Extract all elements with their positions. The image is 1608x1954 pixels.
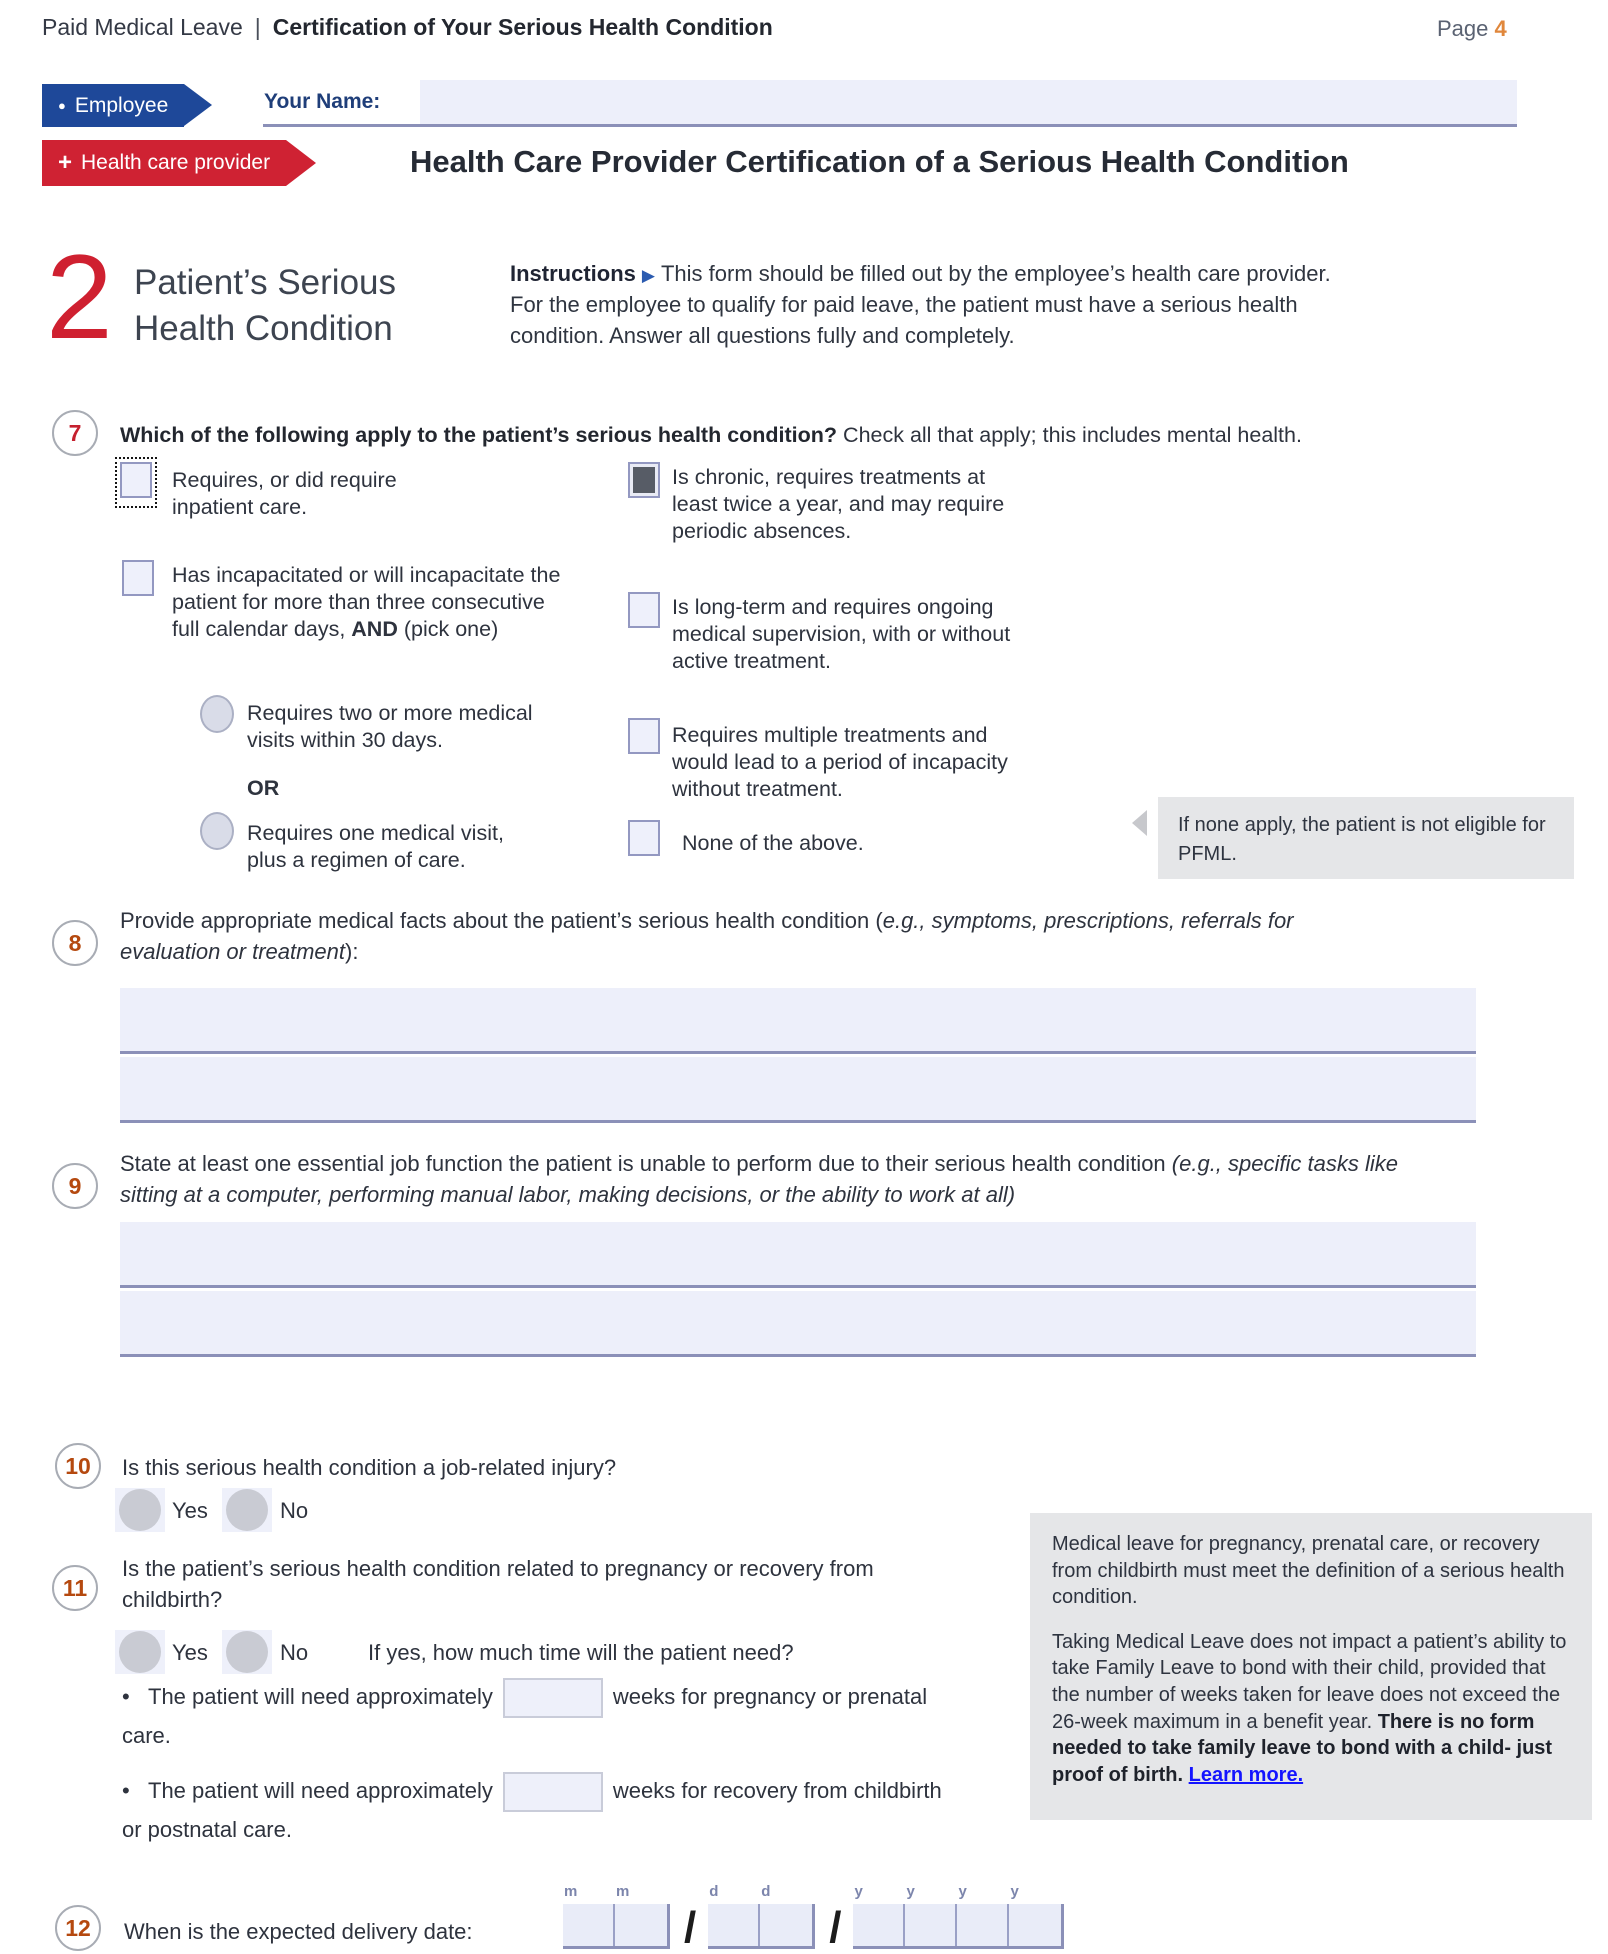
delivery-date-month-group: [563, 1883, 670, 1949]
form-name: Paid Medical Leave: [42, 14, 243, 40]
weeks-recovery-input[interactable]: [503, 1772, 603, 1812]
label-one-visit-regimen: Requires one medical visit, plus a regimen of care.: [247, 821, 504, 873]
question-8-pre: Provide appropriate medical facts about the patient’s serious health condition (: [120, 908, 883, 933]
question-8-number: 8: [68, 929, 82, 956]
question-11-badge: [52, 1565, 98, 1611]
question-12-number: 12: [65, 1914, 91, 1941]
pregnancy-note-paragraph-2: [1052, 1629, 1570, 1789]
radio-q11-yes-ball: [119, 1631, 161, 1673]
instructions-label: Instructions: [510, 261, 636, 286]
bullet2-post: weeks for recovery from childbirth or postnatal care.: [122, 1777, 942, 1842]
radio-q10-yes[interactable]: [115, 1488, 165, 1532]
pregnancy-note-paragraph-1: Medical leave for pregnancy, prenatal care, or recovery from childbirth must meet the definition of a serious health condition.: [1052, 1533, 1565, 1609]
label-long-term: Is long-term and requires ongoing medical supervision, with or without active treatment.: [672, 595, 1011, 674]
question-8-example: e.g., symptoms, prescriptions, referrals for evaluation or treatment: [120, 908, 1294, 965]
label-incapacitated-post: (pick one): [397, 617, 499, 642]
q9-answer-line-2[interactable]: [120, 1291, 1476, 1357]
provider-banner-label: Health care provider: [81, 151, 271, 174]
label-q10-no: No: [280, 1498, 309, 1523]
date-letter-y2: y: [906, 1883, 915, 1900]
question-12-badge: [55, 1905, 101, 1951]
provider-banner: [42, 140, 286, 186]
instructions-text: This form should be filled out by the employee’s health care provider. For the employee to qualify for paid leave, the patient must have a serious health condition. Answer all questions fully and completely.: [510, 261, 1331, 349]
question-12-text: When is the expected delivery date:: [124, 1919, 473, 1944]
weeks-pregnancy-input[interactable]: [503, 1678, 603, 1718]
question-9-example: (e.g., specific tasks like sitting at a computer, performing manual labor, making decisions, or the ability to work at all): [120, 1151, 1398, 1208]
radio-one-visit-regimen[interactable]: [200, 812, 234, 850]
question-7-text: [120, 420, 1590, 451]
question-10-badge: [55, 1443, 101, 1489]
radio-q10-no[interactable]: [222, 1488, 272, 1532]
label-inpatient-care: Requires, or did require inpatient care.: [172, 468, 397, 520]
bullet1-pre: The patient will need approximately: [148, 1683, 493, 1709]
bullet-icon: •: [122, 1683, 130, 1709]
question-8-text: [120, 905, 1335, 967]
date-slash-1: /: [684, 1903, 697, 1952]
question-9-pre: State at least one essential job function the patient is unable to perform due to their serious health condition: [120, 1151, 1172, 1176]
delivery-date-day-group: [708, 1883, 815, 1949]
instructions-arrow-icon: ▶: [641, 266, 655, 285]
section-number: 2: [46, 230, 113, 364]
question-11-followup: If yes, how much time will the patient need?: [368, 1640, 794, 1665]
date-cell-month-1[interactable]: [563, 1883, 615, 1946]
label-none-of-above: None of the above.: [682, 831, 864, 855]
date-letter-m1: m: [564, 1883, 578, 1900]
date-letter-m2: m: [616, 1883, 630, 1900]
label-incapacitated-pre: Has incapacitated or will incapacitate the patient for more than three consecutive full calendar days,: [172, 563, 561, 642]
provider-section-title: Health Care Provider Certification of a Serious Health Condition: [410, 144, 1349, 179]
page-header: [42, 14, 773, 41]
page-number: 4: [1494, 16, 1507, 41]
your-name-underline: [263, 124, 1517, 127]
bullet-recovery-weeks: [122, 1772, 942, 1847]
checkbox-inpatient-care[interactable]: [120, 462, 152, 498]
date-slash-2: /: [829, 1903, 842, 1952]
question-8-post: ):: [345, 939, 359, 965]
radio-two-or-more-visits[interactable]: [200, 695, 234, 733]
delivery-date-year-group: [853, 1883, 1064, 1949]
label-q11-no: No: [280, 1640, 309, 1665]
date-cell-year-2[interactable]: [905, 1883, 957, 1946]
date-letter-y3: y: [958, 1883, 967, 1900]
label-chronic: Is chronic, requires treatments at least twice a year, and may require periodic absences.: [672, 465, 1005, 544]
label-q10-yes: Yes: [172, 1498, 208, 1523]
q9-answer-line-1[interactable]: [120, 1222, 1476, 1288]
date-cell-month-2[interactable]: [615, 1883, 667, 1946]
question-9-number: 9: [68, 1172, 82, 1199]
bullet1-post: weeks for pregnancy or prenatal care.: [122, 1683, 928, 1748]
your-name-input[interactable]: [420, 80, 1517, 124]
label-incapacitated-and: AND: [351, 617, 398, 642]
date-letter-d2: d: [761, 1883, 771, 1900]
checkbox-multiple-treatments[interactable]: [628, 718, 660, 754]
date-cell-day-1[interactable]: [708, 1883, 760, 1946]
delivery-date-input: [563, 1883, 1064, 1952]
q8-answer-line-2[interactable]: [120, 1057, 1476, 1123]
date-cell-day-2[interactable]: [760, 1883, 812, 1946]
or-label: OR: [247, 776, 280, 800]
employee-banner-label: Employee: [74, 93, 169, 117]
label-q11-yes: Yes: [172, 1640, 208, 1665]
pregnancy-leave-note: [1030, 1513, 1592, 1820]
question-10-number: 10: [65, 1452, 91, 1479]
label-incapacitated: [172, 562, 567, 643]
question-11-number: 11: [62, 1574, 88, 1601]
label-multiple-treatments: Requires multiple treatments and would lead to a period of incapacity without treatment.: [672, 723, 1008, 802]
checkbox-long-term[interactable]: [628, 592, 660, 628]
bullet2-pre: The patient will need approximately: [148, 1777, 493, 1803]
plus-icon: +: [58, 149, 73, 176]
bullet-pregnancy-weeks: [122, 1678, 942, 1753]
employee-bullet-icon: ●: [58, 98, 66, 113]
form-title: Certification of Your Serious Health Condition: [272, 14, 773, 40]
date-cell-year-3[interactable]: [957, 1883, 1009, 1946]
header-separator: |: [254, 14, 261, 40]
radio-q11-no[interactable]: [222, 1630, 272, 1674]
page-indicator: [1437, 16, 1507, 42]
bullet-icon: •: [122, 1777, 130, 1803]
learn-more-link[interactable]: Learn more.: [1188, 1763, 1304, 1786]
date-letter-d1: d: [709, 1883, 719, 1900]
page-label: Page: [1437, 16, 1495, 41]
question-7-badge: [52, 410, 98, 456]
question-8-badge: [52, 920, 98, 966]
question-11-text: Is the patient’s serious health condition related to pregnancy or recovery from childbirth?: [122, 1556, 874, 1613]
your-name-label: Your Name:: [264, 90, 381, 113]
pfml-eligibility-note: If none apply, the patient is not eligible for PFML.: [1158, 797, 1574, 879]
checkbox-chronic[interactable]: [628, 462, 660, 498]
label-two-or-more-visits: Requires two or more medical visits within 30 days.: [247, 701, 533, 753]
pregnancy-note-bold: There is no form needed to take family leave to bond with a child- just proof of birth.: [1052, 1710, 1553, 1786]
employee-banner: [42, 84, 184, 127]
checkbox-none-of-above[interactable]: [628, 820, 660, 856]
radio-q10-yes-ball: [119, 1489, 161, 1531]
date-cell-year-4[interactable]: [1009, 1883, 1061, 1946]
question-9-text: [120, 1148, 1430, 1210]
callout-arrow-icon: [1132, 810, 1147, 836]
radio-q11-yes[interactable]: [115, 1630, 165, 1674]
date-cell-year-1[interactable]: [853, 1883, 905, 1946]
radio-q11-no-ball: [226, 1631, 268, 1673]
section-title: Patient’s Serious Health Condition: [134, 263, 397, 349]
q8-answer-line-1[interactable]: [120, 988, 1476, 1054]
date-letter-y4: y: [1010, 1883, 1019, 1900]
question-7-number: 7: [68, 419, 82, 446]
pregnancy-note-normal: Taking Medical Leave does not impact a patient’s ability to take Family Leave to bond with their child, provided that the number of weeks taken for leave does not exceed the 26-week maximum in a benefit year.: [1052, 1630, 1567, 1733]
question-7-rest: Check all that apply; this includes mental health.: [837, 423, 1302, 447]
question-7-bold: Which of the following apply to the patient’s serious health condition?: [120, 423, 838, 447]
section-instructions: [510, 258, 1355, 352]
checkbox-inpatient-focus-ring: [115, 457, 157, 508]
question-9-badge: [52, 1163, 98, 1209]
question-10-text: Is this serious health condition a job-related injury?: [122, 1455, 617, 1480]
radio-q10-no-ball: [226, 1489, 268, 1531]
date-letter-y1: y: [854, 1883, 863, 1900]
checkbox-incapacitated[interactable]: [122, 560, 154, 596]
